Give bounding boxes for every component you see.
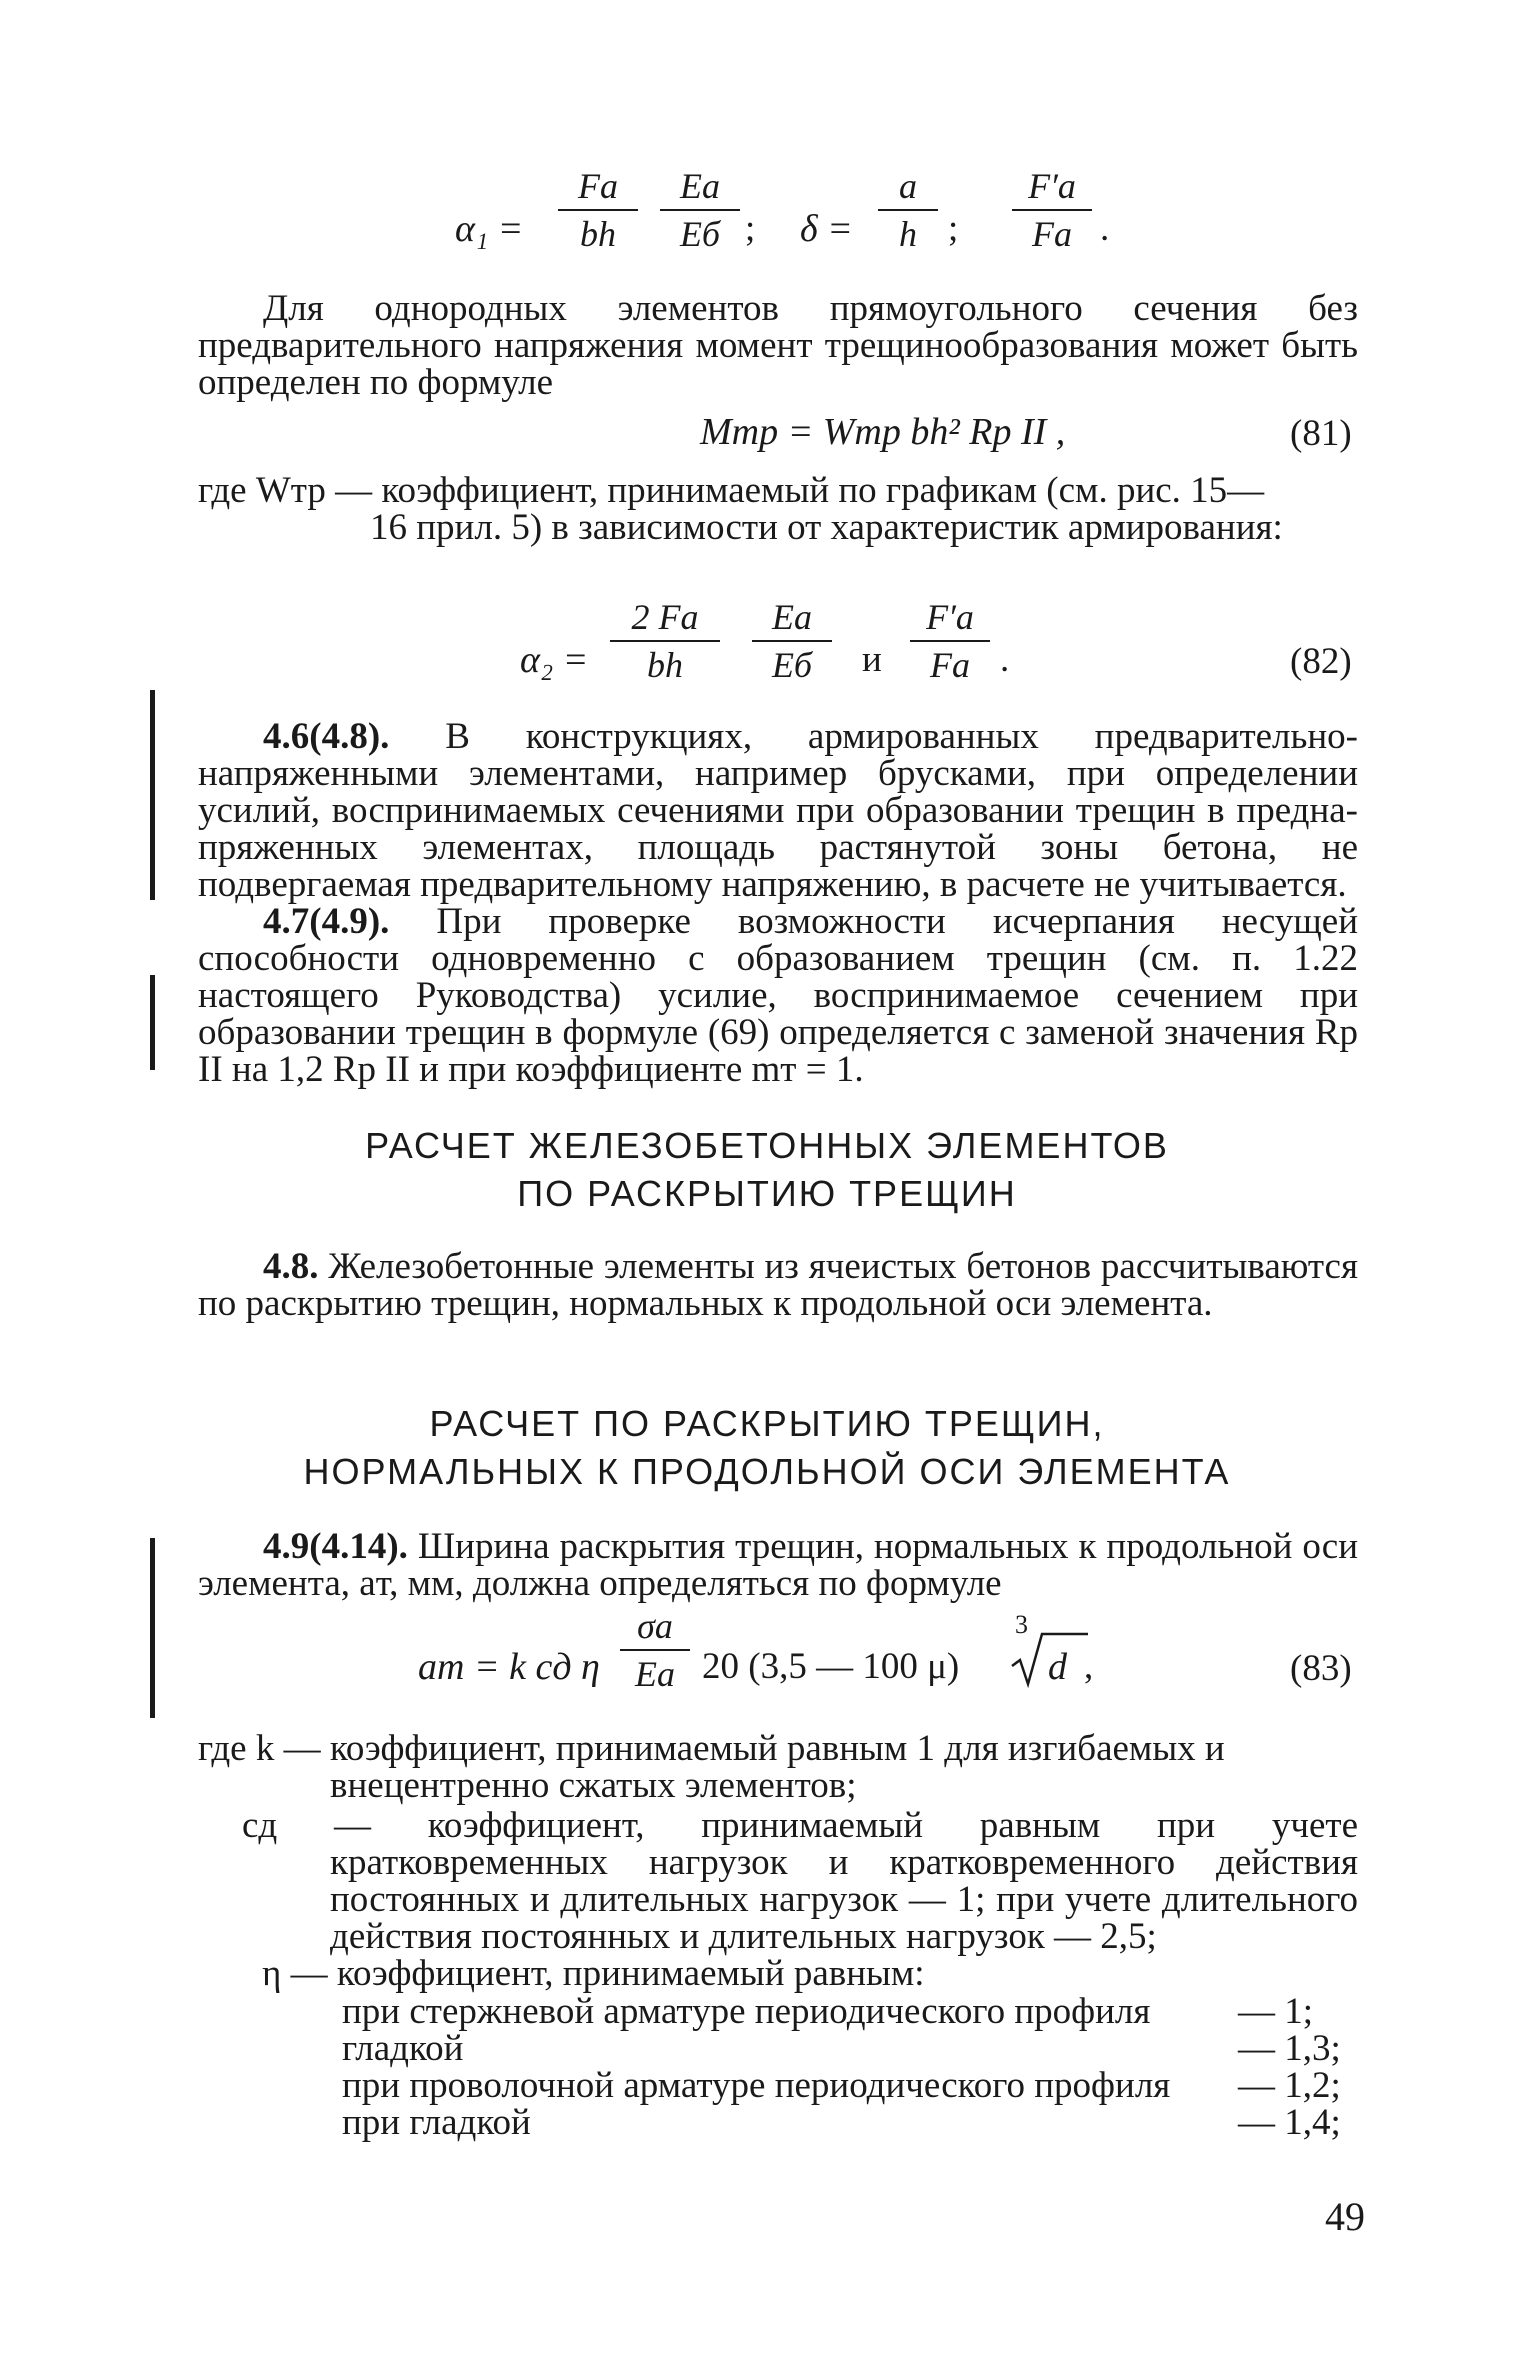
fraction-numerator: 2 Fа <box>631 597 699 637</box>
equation-number: (83) <box>1290 1648 1352 1689</box>
item-value: — 1,2; <box>1238 2065 1341 2106</box>
paragraph-label: 4.6(4.8). <box>263 716 390 757</box>
fraction-sigma-ea <box>620 1605 690 1695</box>
fraction-numerator: Eа <box>680 166 720 206</box>
item-label: гладкой <box>342 2028 464 2069</box>
section-heading-2 <box>0 1400 1534 1496</box>
paragraph-text: Железобетонные элементы из ячеистых бетонов рассчитываются по раскрытию трещин, нормальных к продольной оси элемента. <box>198 1246 1358 1324</box>
paragraph-4-7 <box>198 903 1358 1088</box>
fraction-denominator: Eа <box>635 1654 675 1694</box>
paragraph-label: 4.7(4.9). <box>263 901 390 942</box>
fraction-ea-eb <box>752 596 832 686</box>
definition-cd: cд — коэффициент, принимаемый равным при учете кратковременных нагрузок и кратковременного действия постоянных и длительных нагрузок — 1; при учете длительного действия постоянных и длительных нагрузок — 2,5; <box>242 1805 1358 1957</box>
fraction-denominator: Eб <box>679 214 721 254</box>
revision-bar <box>150 975 155 1070</box>
revision-bar <box>150 1538 155 1718</box>
equation-81: Mтр = Wтр bh² Rр II , <box>700 411 1066 453</box>
paragraph-text: Ширина раскрытия трещин, нормальных к продольной оси элемента, aт, мм, должна определяться по формуле <box>198 1526 1359 1604</box>
at-lhs: aт = k cд η <box>418 1646 600 1688</box>
expression-rest: 20 (3,5 — 100 μ) <box>702 1646 960 1687</box>
fraction-denominator: Fа <box>1032 214 1072 254</box>
item-value: — 1,3; <box>1238 2028 1341 2069</box>
section-heading-1 <box>0 1122 1534 1218</box>
separator: ; <box>948 208 959 249</box>
fraction-denominator: Fа <box>930 645 970 685</box>
item-label: при гладкой <box>342 2102 531 2143</box>
definition-k: где k — коэффициент, принимаемый равным 1 для изгибаемых и <box>198 1728 1225 1769</box>
delta-lhs: δ = <box>800 208 853 250</box>
alpha1-lhs: α₁ = <box>455 208 524 250</box>
definition-eta: η — коэффициент, принимаемый равным: <box>262 1953 925 1994</box>
heading-line: РАСЧЕТ ЖЕЛЕЗОБЕТОННЫХ ЭЛЕМЕНТОВ <box>365 1125 1169 1166</box>
heading-line: НОРМАЛЬНЫХ К ПРОДОЛЬНОЙ ОСИ ЭЛЕМЕНТА <box>303 1451 1231 1492</box>
paragraph-intro: Для однородных элементов прямоугольного сечения без предварительного напряжения момент трещинообразования может быть определен по формуле <box>198 288 1358 403</box>
paragraph-text: При проверке возможности исчерпания несущей способности одновременно с образованием трещин (см. п. 1.22 настоящего Руководства) усилие, воспринимаемое сечением при образовании трещин в формуле (69) определяется с заменой значения Rр II на 1,2 Rр II и при коэффициенте mт = 1. <box>198 901 1358 1090</box>
separator: ; <box>745 208 756 249</box>
root-index: 3 <box>1015 1610 1028 1639</box>
fraction-numerator: Eа <box>772 597 812 637</box>
definition-k-continued: внецентренно сжатых элементов; <box>330 1765 857 1806</box>
fraction-denominator: Eб <box>771 645 813 685</box>
fraction-2fa-bh <box>610 596 720 686</box>
fraction-a-h <box>878 165 938 255</box>
definition-wtr: где Wтр — коэффициент, принимаемый по графикам (см. рис. 15— <box>198 470 1265 511</box>
fraction-numerator: F′а <box>926 597 974 637</box>
root-body: d <box>1048 1646 1067 1688</box>
conjunction: и <box>862 639 882 680</box>
list-item <box>342 2104 531 2141</box>
comma: , <box>1084 1646 1094 1687</box>
page-number: 49 <box>1325 2194 1365 2239</box>
paragraph-4-9 <box>198 1528 1358 1602</box>
fraction-denominator: bh <box>647 645 683 685</box>
paragraph-4-8 <box>198 1248 1358 1322</box>
fraction-fa-bh <box>558 165 638 255</box>
fraction-fa-prime-fa <box>910 596 990 686</box>
paragraph-4-6 <box>198 718 1358 903</box>
alpha2-lhs: α₂ = <box>520 639 589 681</box>
list-item <box>342 1993 1150 2030</box>
fraction-numerator: a <box>899 166 917 206</box>
fraction-denominator: h <box>899 214 917 254</box>
item-value: — 1,4; <box>1238 2102 1341 2143</box>
item-label: при стержневой арматуре периодического профиля <box>342 1991 1151 2032</box>
heading-line: РАСЧЕТ ПО РАСКРЫТИЮ ТРЕЩИН, <box>429 1403 1105 1444</box>
paragraph-label: 4.8. <box>263 1246 319 1287</box>
fraction-denominator: bh <box>580 214 616 254</box>
definition-wtr-continued: 16 прил. 5) в зависимости от характеристик армирования: <box>370 507 1283 548</box>
list-item <box>342 2067 1170 2104</box>
revision-bar <box>150 690 155 900</box>
list-item <box>342 2030 463 2067</box>
fraction-fa-prime-fa <box>1012 165 1092 255</box>
fraction-numerator: Fа <box>578 166 618 206</box>
paragraph-text: В конструкциях, армированных предварительно-напряженными элементами, например брусками, при определении усилий, воспринимаемых сечениями при образовании трещин в предна-пряженных элементах, площадь растянутой зоны бетона, не подвергаемая предварительному напряжению, в расчете не учитывается. <box>198 716 1358 905</box>
item-label: при проволочной арматуре периодического профиля <box>342 2065 1171 2106</box>
equation-number: (82) <box>1290 641 1352 682</box>
fraction-numerator: F′а <box>1028 166 1076 206</box>
fraction-numerator: σа <box>637 1606 673 1646</box>
period: . <box>1000 639 1010 680</box>
item-value: — 1; <box>1238 1991 1314 2032</box>
paragraph-label: 4.9(4.14). <box>263 1526 408 1567</box>
heading-line: ПО РАСКРЫТИЮ ТРЕЩИН <box>517 1173 1017 1214</box>
period: . <box>1100 208 1110 249</box>
equation-number: (81) <box>1290 413 1352 454</box>
fraction-ea-eb <box>660 165 740 255</box>
